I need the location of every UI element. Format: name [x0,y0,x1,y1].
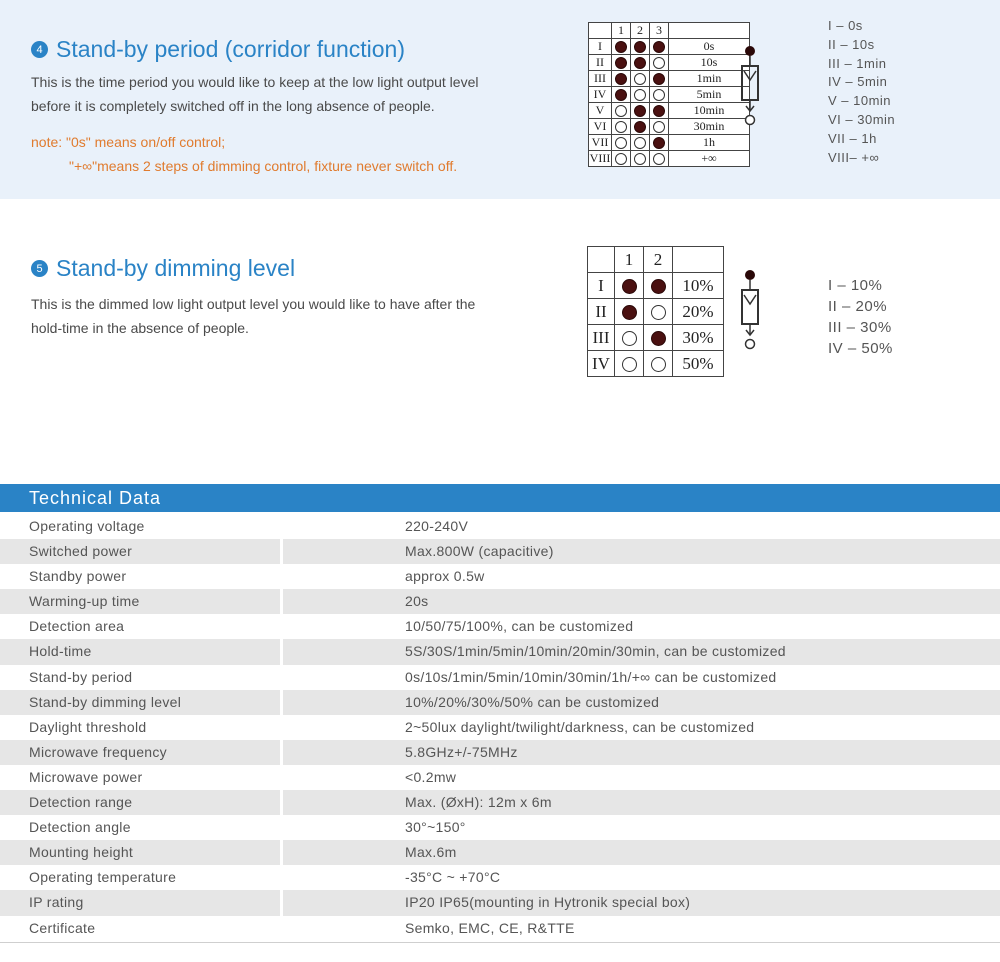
section-title-text: Stand-by period (corridor function) [56,36,405,62]
switch-on-dot [622,305,637,320]
legend-item: III – 30% [828,319,892,336]
setting-value: +∞ [669,151,750,167]
section-4-title [31,36,405,63]
description-line: before it is completely switched off in the long absence of people. [31,98,435,114]
row-label: I [588,273,615,299]
switch-cell [631,103,650,119]
switch-off-dot [653,153,665,165]
switch-cell [644,325,673,351]
legend-item: III – 1min [828,55,887,71]
switch-on-dot [653,137,665,149]
switch-cell [644,299,673,325]
spec-label: Daylight threshold [29,718,147,735]
switch-on-dot [653,73,665,85]
spec-row [0,740,1000,765]
legend-item: I – 10% [828,277,883,294]
setting-value: 20% [673,299,724,325]
setting-value: 5min [669,87,750,103]
spec-row [0,815,1000,840]
spec-row [0,865,1000,890]
spec-row [0,765,1000,790]
setting-value: 1h [669,135,750,151]
spec-row [0,840,1000,865]
switch-on-dot [615,57,627,69]
switch-off-dot [634,153,646,165]
switch-on-dot [634,121,646,133]
switch-on-dot [651,279,666,294]
standby-dimming-legend [828,277,893,361]
spec-label: Hold-time [0,639,280,664]
spec-value: IP20 IP65(mounting in Hytronik special box) [283,890,1000,915]
corner-cell [588,247,615,273]
switch-on-dot [634,105,646,117]
switch-cell [644,351,673,377]
technical-data-header: Technical Data [0,484,1000,512]
divider [0,942,1000,943]
spec-value: 0s/10s/1min/5min/10min/30min/1h/+∞ can be customized [405,668,777,685]
switch-cell [631,87,650,103]
spec-label: Certificate [29,919,96,936]
setting-value: 10% [673,273,724,299]
setting-value: 0s [669,39,750,55]
switch-number-header: 1 [612,23,631,39]
legend-item: VIII– +∞ [828,149,880,165]
spec-value: approx 0.5w [405,568,485,585]
note-line: "+∞"means 2 steps of dimming control, fixture never switch off. [69,158,458,174]
switch-on-dot [615,41,627,53]
spec-value: 10/50/75/100%, can be customized [405,618,634,635]
spec-label: Mounting height [0,840,280,865]
dip-row [589,151,750,167]
switch-cell [631,71,650,87]
dip-row [588,351,724,377]
spec-value: 220-240V [405,518,469,534]
switch-cell [615,273,644,299]
switch-off-dot [622,357,637,372]
switch-on-dot [615,89,627,101]
description-line: hold-time in the absence of people. [31,320,249,336]
spec-label: Stand-by period [29,668,133,685]
spec-row [0,514,1000,539]
legend-item: IV – 5min [828,74,888,90]
spec-row [0,665,1000,690]
spec-value: Max. (ØxH): 12m x 6m [283,790,1000,815]
note-line: note: "0s" means on/off control; [31,134,226,150]
section-number-badge: 4 [31,41,48,58]
switch-off-dot [615,137,627,149]
spec-label: Detection range [0,790,280,815]
dip-header-row [589,23,750,39]
switch-on-dot [615,73,627,85]
setting-value: 30min [669,119,750,135]
spec-value: Semko, EMC, CE, R&TTE [405,919,575,936]
spec-row [0,614,1000,639]
section-4-note [31,130,457,178]
switch-number-header: 2 [644,247,673,273]
dip-row [589,55,750,71]
row-label: VIII [589,151,611,165]
switch-off-dot [634,89,646,101]
row-label: I [589,39,612,55]
spec-value: Max.800W (capacitive) [283,539,1000,564]
switch-cell [612,151,631,167]
spec-value: <0.2mw [405,768,457,785]
switch-cell [650,87,669,103]
row-label: IV [589,87,612,103]
spec-value: 20s [283,589,1000,614]
switch-number-header: 3 [650,23,669,39]
switch-on-dot [634,57,646,69]
dip-row [589,87,750,103]
switch-cell [612,87,631,103]
spec-row [0,639,1000,664]
spec-value: 10%/20%/30%/50% can be customized [283,690,1000,715]
row-label: II [588,299,615,325]
switch-off-dot [622,331,637,346]
setting-value: 10min [669,103,750,119]
dip-row [588,325,724,351]
spec-value: 2~50lux daylight/twilight/darkness, can be customized [405,718,755,735]
setting-value: 50% [673,351,724,377]
switch-cell [612,55,631,71]
setting-value: 1min [669,71,750,87]
spec-label: Operating temperature [29,869,177,886]
spec-label: Operating voltage [29,518,145,534]
legend-item: IV – 50% [828,340,893,357]
standby-period-section [0,0,1000,199]
switch-cell [631,119,650,135]
switch-on-dot [653,41,665,53]
dip-row [589,135,750,151]
description-line: This is the dimmed low light output level you would like to have after the [31,296,476,312]
spec-row [0,916,1000,941]
row-label: III [588,325,615,351]
switch-number-header: 2 [631,23,650,39]
row-label: V [589,103,612,119]
switch-cell [644,273,673,299]
description-line: This is the time period you would like to keep at the low light output level [31,74,479,90]
row-label: IV [588,351,615,377]
switch-on-dot [622,279,637,294]
setting-value: 10s [669,55,750,71]
switch-off-dot [615,153,627,165]
dip-switch-on-off-icon [738,268,762,354]
switch-cell [612,119,631,135]
spec-value: 5S/30S/1min/5min/10min/20min/30min, can be customized [283,639,1000,664]
switch-cell [612,39,631,55]
switch-off-dot [653,89,665,101]
switch-cell [650,71,669,87]
switch-cell [612,135,631,151]
section-number-badge: 5 [31,260,48,277]
switch-off-dot [634,73,646,85]
switch-off-dot [651,357,666,372]
switch-off-dot [615,105,627,117]
switch-cell [631,135,650,151]
spec-value: 30°~150° [405,819,466,836]
legend-item: VII – 1h [828,130,877,146]
switch-on-dot [651,331,666,346]
spec-row [0,564,1000,589]
spec-label: Detection angle [29,819,131,836]
spec-label: Stand-by dimming level [0,690,280,715]
technical-data-table [0,514,1000,941]
switch-cell [631,39,650,55]
switch-cell [615,325,644,351]
dip-row [589,71,750,87]
spec-label: Detection area [29,618,125,635]
switch-cell [615,351,644,377]
spec-label: Switched power [0,539,280,564]
dip-row [588,273,724,299]
switch-off-dot [651,305,666,320]
spec-row [0,715,1000,740]
switch-cell [631,151,650,167]
switch-cell [631,55,650,71]
switch-cell [612,71,631,87]
row-label: II [589,55,612,71]
legend-item: VI – 30min [828,111,896,127]
switch-cell [612,103,631,119]
dip-switch-on-off-icon [738,44,762,130]
value-header-cell [673,247,724,273]
spec-value: 5.8GHz+/-75MHz [283,740,1000,765]
switch-cell [650,55,669,71]
switch-number-header: 1 [615,247,644,273]
legend-item: I – 0s [828,18,863,33]
row-label: VI [589,119,612,135]
switch-cell [650,119,669,135]
standby-period-legend [828,18,895,168]
switch-off-dot [634,137,646,149]
standby-period-dip-table [588,22,750,167]
spec-row [0,690,1000,715]
standby-dimming-dip-table [587,246,724,377]
spec-row [0,790,1000,815]
switch-cell [650,39,669,55]
dip-header-row [588,247,724,273]
legend-item: II – 10s [828,36,875,52]
section-title-text: Stand-by dimming level [56,255,296,281]
section-4-description [31,70,478,118]
switch-on-dot [634,41,646,53]
switch-off-dot [615,121,627,133]
section-5-title [31,255,295,282]
spec-label: Warming-up time [0,589,280,614]
spec-value: Max.6m [283,840,1000,865]
legend-item: V – 10min [828,93,892,109]
value-header-cell [669,23,750,39]
spec-label: IP rating [0,890,280,915]
dip-row [588,299,724,325]
dip-row [589,103,750,119]
switch-cell [650,103,669,119]
spec-label: Microwave frequency [0,740,280,765]
spec-value: -35°C ~ +70°C [405,869,501,886]
switch-cell [615,299,644,325]
legend-item: II – 20% [828,298,888,315]
spec-label: Standby power [29,568,127,585]
switch-off-dot [653,57,665,69]
corner-cell [589,23,612,39]
spec-row [0,589,1000,614]
switch-off-dot [653,121,665,133]
spec-row [0,890,1000,915]
dip-row [589,119,750,135]
row-label: III [589,71,612,87]
dip-row [589,39,750,55]
section-5-description [31,292,475,340]
switch-on-dot [653,105,665,117]
switch-cell [650,151,669,167]
spec-row [0,539,1000,564]
row-label: VII [589,135,612,151]
switch-cell [650,135,669,151]
spec-label: Microwave power [29,768,143,785]
setting-value: 30% [673,325,724,351]
